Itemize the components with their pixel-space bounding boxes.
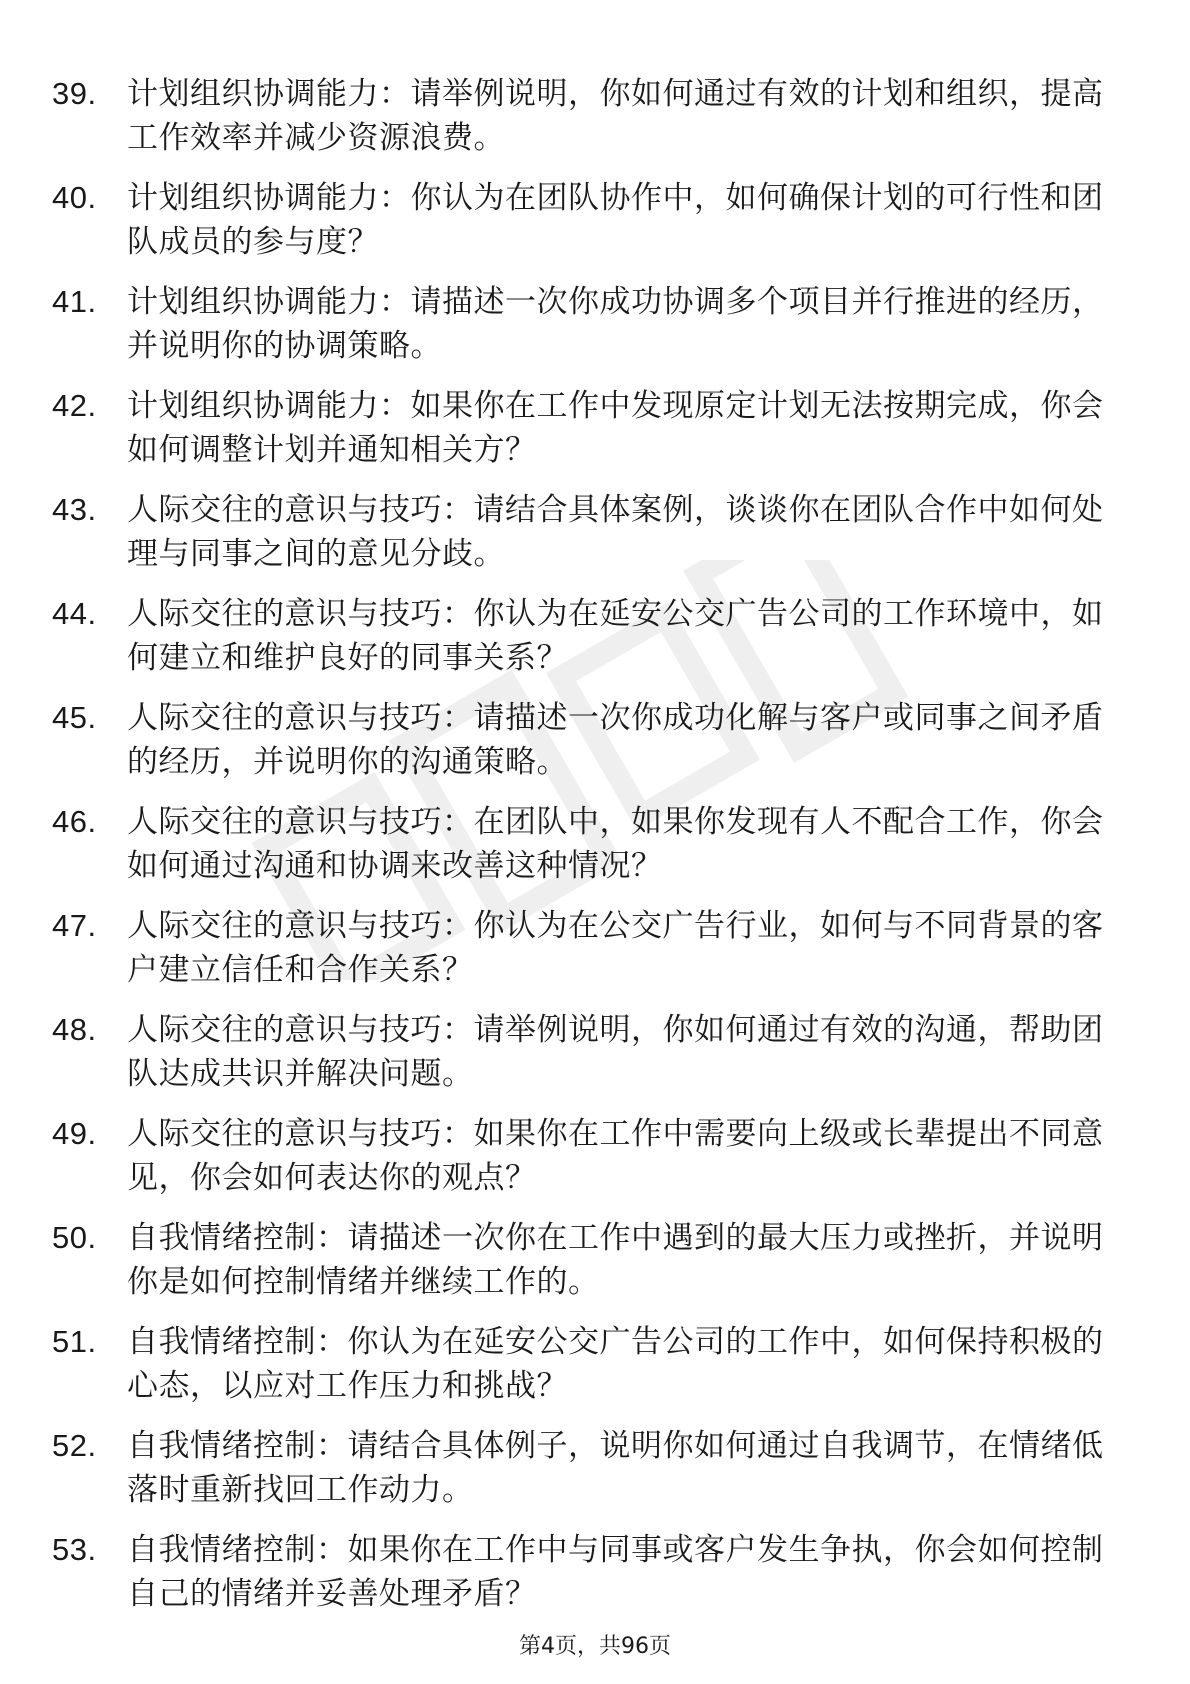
list-item [52, 488, 1122, 576]
question-text: 自我情绪控制：请结合具体例子，说明你如何通过自我调节，在情绪低落时重新找回工作动力。 [127, 1428, 1104, 1508]
question-text: 人际交往的意识与技巧：在团队中，如果你发现有人不配合工作，你会如何通过沟通和协调来改善这种情况？ [127, 804, 1104, 884]
question-number: 49. [52, 1116, 97, 1151]
question-text: 人际交往的意识与技巧：如果你在工作中需要向上级或长辈提出不同意见，你会如何表达你的观点？ [127, 1116, 1104, 1196]
question-text: 自我情绪控制：如果你在工作中与同事或客户发生争执，你会如何控制自己的情绪并妥善处理矛盾？ [127, 1532, 1104, 1612]
question-number: 48. [52, 1012, 97, 1047]
question-number: 40. [52, 180, 97, 215]
list-item [52, 1528, 1122, 1616]
question-number: 39. [52, 76, 97, 111]
question-text: 计划组织协调能力：你认为在团队协作中，如何确保计划的可行性和团队成员的参与度？ [127, 180, 1104, 260]
question-text: 人际交往的意识与技巧：请举例说明，你如何通过有效的沟通，帮助团队达成共识并解决问题。 [127, 1012, 1104, 1092]
list-item [52, 72, 1122, 160]
list-item [52, 384, 1122, 472]
question-number: 53. [52, 1532, 97, 1567]
question-text: 人际交往的意识与技巧：你认为在公交广告行业，如何与不同背景的客户建立信任和合作关系？ [127, 908, 1104, 988]
question-number: 51. [52, 1324, 97, 1359]
question-number: 42. [52, 388, 97, 423]
list-item [52, 904, 1122, 992]
question-number: 44. [52, 596, 97, 631]
question-text: 计划组织协调能力：请描述一次你成功协调多个项目并行推进的经历，并说明你的协调策略。 [127, 284, 1104, 364]
question-number: 45. [52, 700, 97, 735]
list-item [52, 800, 1122, 888]
question-number: 43. [52, 492, 97, 527]
page-number-label: 第4页，共96页 [519, 1634, 671, 1659]
list-item [52, 280, 1122, 368]
list-item [52, 1112, 1122, 1200]
list-item [52, 592, 1122, 680]
question-number: 50. [52, 1220, 97, 1255]
question-number: 46. [52, 804, 97, 839]
question-number: 47. [52, 908, 97, 943]
question-text: 人际交往的意识与技巧：请描述一次你成功化解与客户或同事之间矛盾的经历，并说明你的沟通策略。 [127, 700, 1104, 780]
page-footer [0, 1632, 1190, 1662]
question-text: 人际交往的意识与技巧：你认为在延安公交广告公司的工作环境中，如何建立和维护良好的同事关系？ [127, 596, 1104, 676]
list-item [52, 696, 1122, 784]
question-text: 自我情绪控制：请描述一次你在工作中遇到的最大压力或挫折，并说明你是如何控制情绪并继续工作的。 [127, 1220, 1104, 1300]
list-item [52, 1216, 1122, 1304]
question-number: 41. [52, 284, 97, 319]
question-number: 52. [52, 1428, 97, 1463]
list-item [52, 176, 1122, 264]
list-item [52, 1008, 1122, 1096]
question-list [52, 72, 1122, 1632]
question-text: 计划组织协调能力：如果你在工作中发现原定计划无法按期完成，你会如何调整计划并通知相关方？ [127, 388, 1104, 468]
list-item [52, 1320, 1122, 1408]
question-text: 人际交往的意识与技巧：请结合具体案例，谈谈你在团队合作中如何处理与同事之间的意见分歧。 [127, 492, 1104, 572]
list-item [52, 1424, 1122, 1512]
question-text: 自我情绪控制：你认为在延安公交广告公司的工作中，如何保持积极的心态，以应对工作压力和挑战？ [127, 1324, 1104, 1404]
question-text: 计划组织协调能力：请举例说明，你如何通过有效的计划和组织，提高工作效率并减少资源浪费。 [127, 76, 1104, 156]
